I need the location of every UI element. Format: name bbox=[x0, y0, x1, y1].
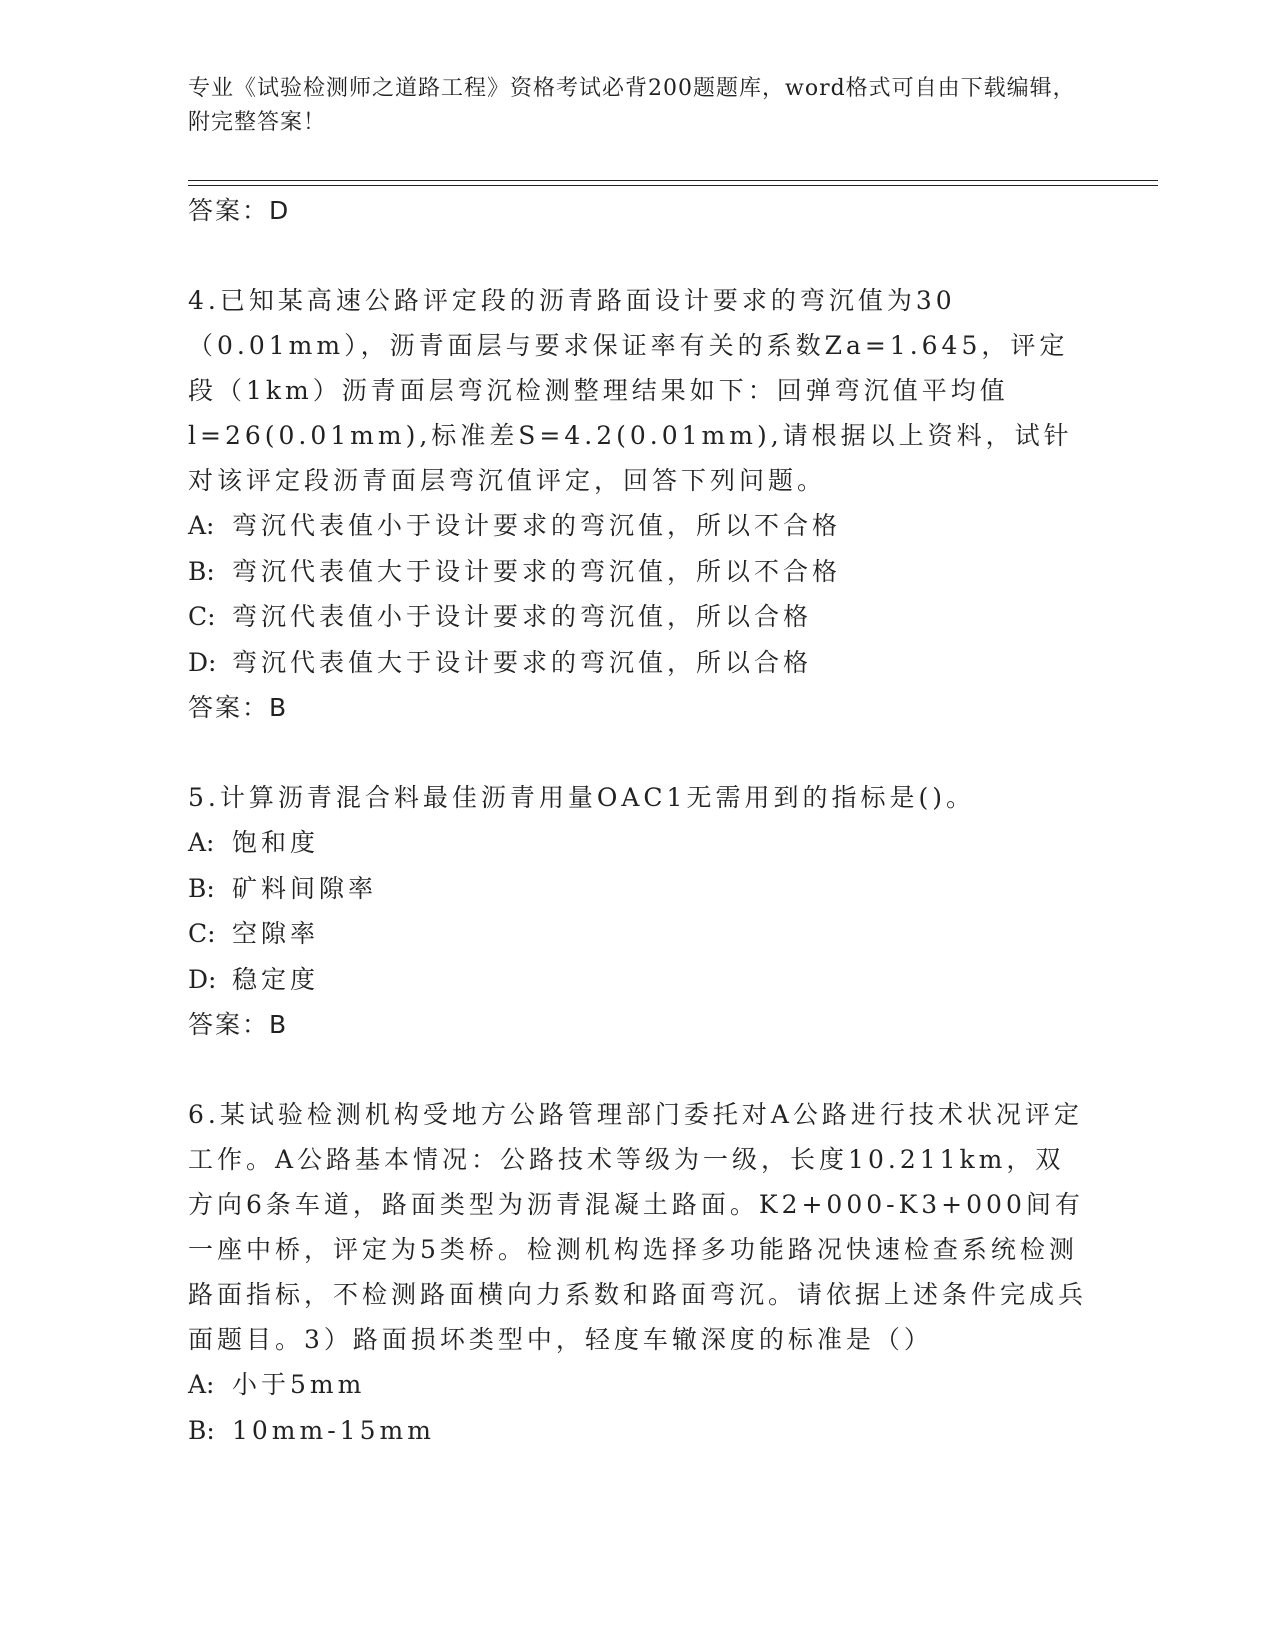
spacer bbox=[188, 731, 1088, 775]
option-text: 饱和度 bbox=[232, 828, 320, 857]
header-divider bbox=[188, 180, 1158, 186]
question-stem: 计算沥青混合料最佳沥青用量OAC1无需用到的指标是()。 bbox=[219, 783, 975, 812]
question-number: 5. bbox=[188, 783, 220, 812]
document-body bbox=[188, 188, 1088, 1453]
question-number: 4. bbox=[188, 286, 220, 315]
option-text: 弯沉代表值大于设计要求的弯沉值，所以不合格 bbox=[232, 556, 842, 586]
question-number: 6. bbox=[188, 1100, 220, 1129]
question-block bbox=[188, 775, 1088, 1048]
option-key: C: bbox=[188, 919, 216, 948]
option-key: D: bbox=[188, 964, 217, 994]
option-c bbox=[188, 594, 1088, 640]
option-text: 空隙率 bbox=[232, 919, 320, 948]
option-a bbox=[188, 820, 1088, 866]
option-key: A: bbox=[188, 1370, 215, 1399]
option-key: B: bbox=[188, 1415, 215, 1445]
answer-line: 答案：D bbox=[188, 196, 291, 225]
option-key: B: bbox=[188, 873, 215, 903]
option-a bbox=[188, 1362, 1088, 1408]
question-text bbox=[188, 1092, 1088, 1362]
option-text: 弯沉代表值大于设计要求的弯沉值，所以合格 bbox=[232, 647, 813, 677]
option-text: 矿料间隙率 bbox=[232, 873, 378, 903]
page-header: 专业《试验检测师之道路工程》资格考试必背200题题库，word格式可自由下载编辑，附完整答案！ bbox=[188, 76, 1076, 135]
option-b bbox=[188, 1408, 1088, 1454]
option-d bbox=[188, 957, 1088, 1003]
option-key: C: bbox=[188, 602, 216, 631]
option-b bbox=[188, 549, 1088, 595]
answer-line: 答案：B bbox=[188, 693, 289, 722]
question-text bbox=[188, 278, 1088, 503]
option-text: 稳定度 bbox=[232, 964, 320, 994]
option-text: 弯沉代表值小于设计要求的弯沉值，所以不合格 bbox=[232, 511, 842, 540]
option-c bbox=[188, 911, 1088, 957]
option-b bbox=[188, 866, 1088, 912]
question-stem: 已知某高速公路评定段的沥青路面设计要求的弯沉值为30（0.01mm），沥青面层与要求保证率有关的系数Za=1.645，评定段（1km）沥青面层弯沉检测整理结果如下：回弹弯沉值平均值l=26(0.01mm),标准差S=4.2(0.01mm),请根据以上资料，试针对该评定段沥青面层弯沉值评定，回答下列问题。 bbox=[188, 286, 1073, 495]
option-key: A: bbox=[188, 828, 215, 857]
question-stem: 某试验检测机构受地方公路管理部门委托对A公路进行技术状况评定工作。A公路基本情况：公路技术等级为一级，长度10.211km，双方向6条车道，路面类型为沥青混凝土路面。K2+000-K3+000间有一座中桥，评定为5类桥。检测机构选择多功能路况快速检查系统检测路面指标，不检测路面横向力系数和路面弯沉。请依据上述条件完成兵面题目。3）路面损坏类型中，轻度车辙深度的标准是（） bbox=[188, 1100, 1088, 1354]
option-d bbox=[188, 640, 1088, 686]
option-key: B: bbox=[188, 556, 215, 586]
option-key: D: bbox=[188, 647, 217, 677]
option-a bbox=[188, 503, 1088, 549]
option-key: A: bbox=[188, 511, 215, 540]
question-block bbox=[188, 1092, 1088, 1453]
option-text: 弯沉代表值小于设计要求的弯沉值，所以合格 bbox=[232, 602, 813, 631]
question-text bbox=[188, 775, 1088, 820]
question-block bbox=[188, 278, 1088, 731]
option-text: 10mm-15mm bbox=[232, 1415, 435, 1445]
option-text: 小于5mm bbox=[232, 1370, 366, 1399]
answer-line: 答案：B bbox=[188, 1010, 289, 1039]
spacer bbox=[188, 234, 1088, 278]
spacer bbox=[188, 1048, 1088, 1092]
